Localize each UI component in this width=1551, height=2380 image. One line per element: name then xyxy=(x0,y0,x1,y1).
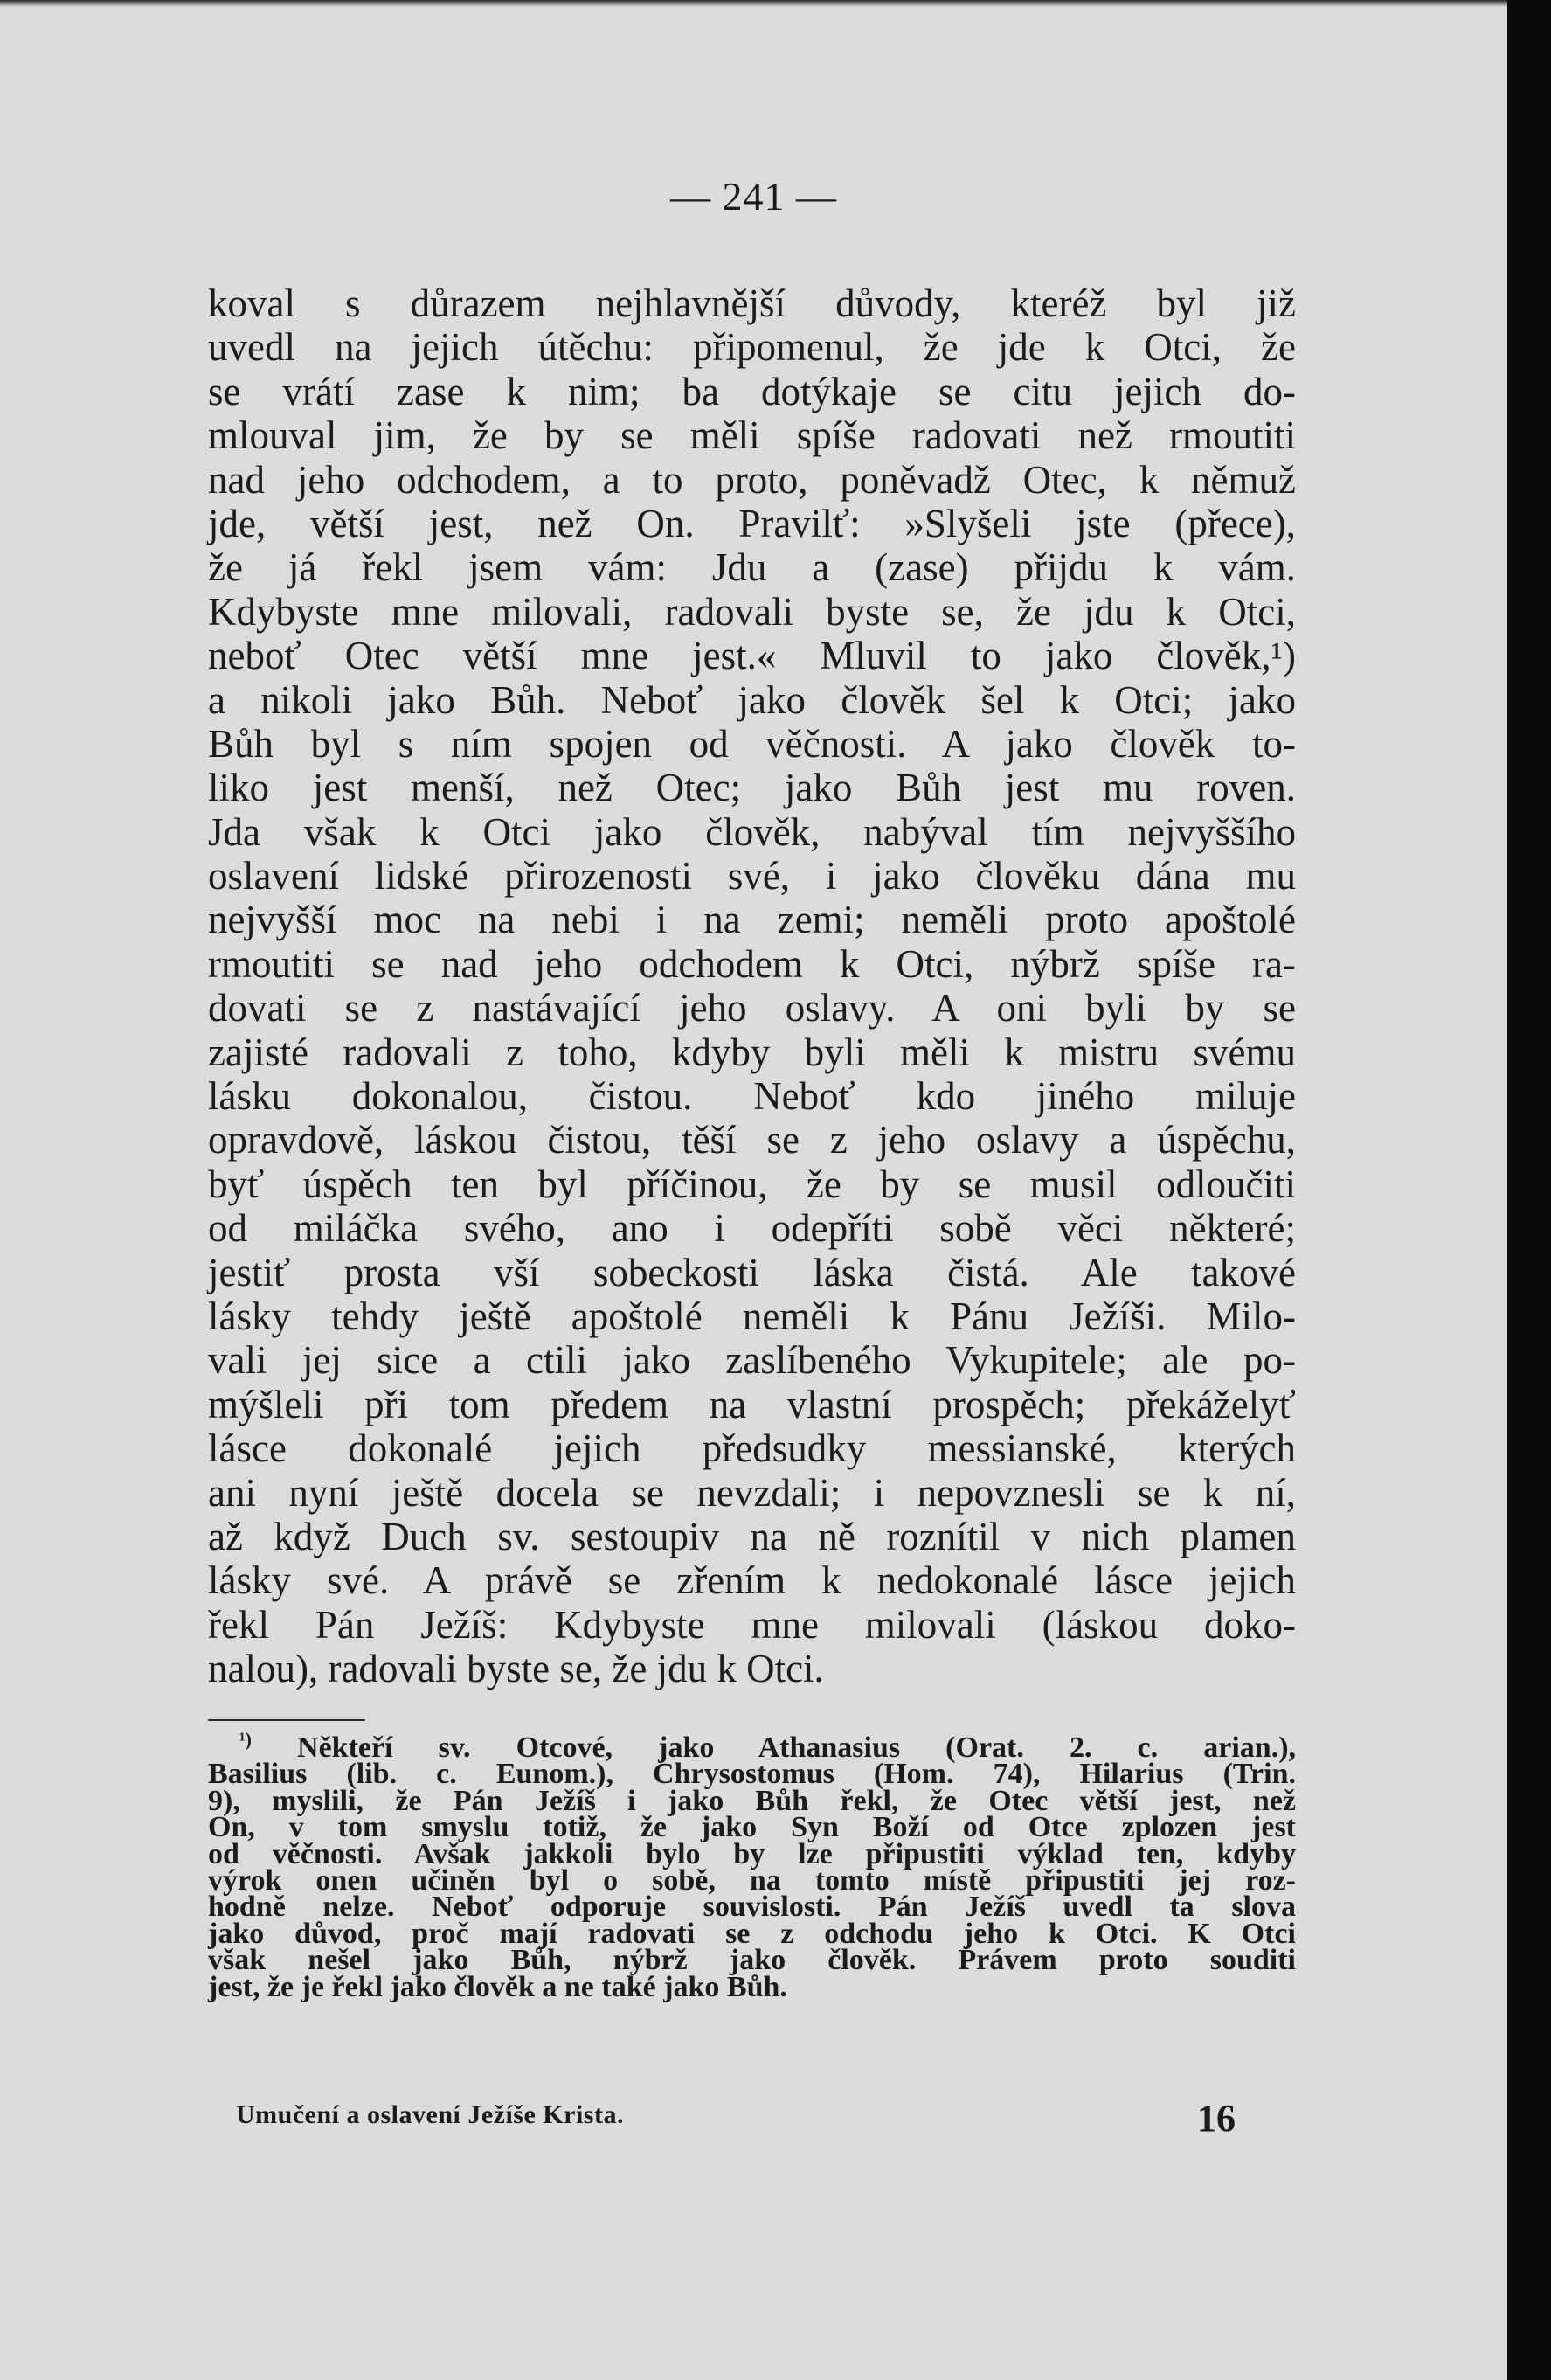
body-line: neboť Otec větší mne jest.« Mluvil to jako člověk,¹) xyxy=(208,634,1296,678)
footnote-rule xyxy=(208,1719,365,1721)
body-line: nejvyšší moc na nebi i na zemi; neměli proto apoštolé xyxy=(208,898,1296,942)
body-line: Kdybyste mne milovali, radovali byste se, že jdu k Otci, xyxy=(208,589,1296,634)
body-line: dovati se z nastávající jeho oslavy. A oni byli by se xyxy=(208,986,1296,1030)
footnote-marker: ¹) xyxy=(239,1728,252,1751)
body-line: lásku dokonalou, čistou. Neboť kdo jiného miluje xyxy=(208,1074,1296,1119)
footer-book-title: Umučení a oslavení Ježíše Krista. xyxy=(236,2100,624,2129)
footer-signature-number: 16 xyxy=(1197,2097,1236,2140)
footnote-line: jest, že je řekl jako člověk a ne také jako Bůh. xyxy=(208,1970,787,2003)
footnote-line: od věčnosti. Avšak jakkoli bylo by lze připustiti výklad ten, kdyby xyxy=(208,1837,1296,1870)
body-line: mlouval jim, že by se měli spíše radovati než rmoutiti xyxy=(208,413,1296,458)
scan-top-shadow xyxy=(0,0,1507,7)
page-number: — 241 — xyxy=(670,174,837,219)
footnote-line: výrok onen učiněn byl o sobě, na tomto místě připustiti jej roz- xyxy=(208,1863,1296,1897)
body-line: jestiť prosta vší sobeckosti láska čistá. Ale takové xyxy=(208,1250,1296,1294)
body-line: lásky své. A právě se zřením k nedokonalé lásce jejich xyxy=(208,1558,1296,1603)
body-line: mýšleli při tom předem na vlastní prospěch; překáželyť xyxy=(208,1382,1296,1426)
footnote-line: Basilius (lib. c. Eunom.), Chrysostomus (Hom. 74), Hilarius (Trin. xyxy=(208,1758,1296,1791)
footnote-line: 9), myslili, že Pán Ježíš i jako Bůh řekl, že Otec větší jest, než xyxy=(208,1784,1296,1817)
body-line: od miláčka svého, ano i odepříti sobě věci některé; xyxy=(208,1206,1296,1251)
scan-edge xyxy=(1507,0,1551,2380)
body-line: nad jeho odchodem, a to proto, poněvadž Otec, k němuž xyxy=(208,457,1296,502)
body-line: že já řekl jsem vám: Jdu a (zase) přijdu k vám. xyxy=(208,545,1296,590)
body-line: Jda však k Otci jako člověk, nabýval tím nejvyššího xyxy=(208,809,1296,854)
body-line: byť úspěch ten byl příčinou, že by se musil odloučiti xyxy=(208,1162,1296,1206)
body-line: se vrátí zase k nim; ba dotýkaje se citu jejich do- xyxy=(208,369,1296,413)
body-line: Bůh byl s ním spojen od věčnosti. A jako člověk to- xyxy=(208,721,1296,766)
footnote-line: jako důvod, proč mají radovati se z odchodu jeho k Otci. K Otci xyxy=(208,1917,1296,1950)
body-line: řekl Pán Ježíš: Kdybyste mne milovali (láskou doko- xyxy=(208,1602,1296,1647)
body-line: nalou), radovali byste se, že jdu k Otci. xyxy=(208,1647,824,1691)
body-line: liko jest menší, než Otec; jako Bůh jest mu roven. xyxy=(208,766,1296,810)
footnote-line: On, v tom smyslu totiž, že jako Syn Boží od Otce zplozen jest xyxy=(208,1811,1296,1844)
body-line: koval s důrazem nejhlavnější důvody, kteréž byl již xyxy=(208,281,1296,325)
body-text xyxy=(208,281,1296,1691)
body-line: ani nyní ještě docela se nevzdali; i nepovznesli se k ní, xyxy=(208,1470,1296,1515)
body-line: lásky tehdy ještě apoštolé neměli k Pánu Ježíši. Milo- xyxy=(208,1294,1296,1338)
body-line: oslavení lidské přirozenosti své, i jako člověku dána mu xyxy=(208,854,1296,899)
body-line: opravdově, láskou čistou, těší se z jeho oslavy a úspěchu, xyxy=(208,1118,1296,1162)
footnote-line: však nešel jako Bůh, nýbrž jako člověk. Právem proto souditi xyxy=(208,1944,1296,1977)
footnote xyxy=(208,1728,1297,2003)
body-line: rmoutiti se nad jeho odchodem k Otci, nýbrž spíše ra- xyxy=(208,941,1296,986)
body-line: uvedl na jejich útěchu: připomenul, že jde k Otci, že xyxy=(208,325,1296,370)
body-line: a nikoli jako Bůh. Neboť jako člověk šel k Otci; jako xyxy=(208,677,1296,722)
body-line: zajisté radovali z toho, kdyby byli měli k mistru svému xyxy=(208,1030,1296,1074)
footnote-line-text: Někteří sv. Otcové, jako Athanasius (Orat. 2. c. arian.), xyxy=(297,1731,1297,1764)
body-line: lásce dokonalé jejich předsudky messianské, kterých xyxy=(208,1426,1296,1471)
body-line: až když Duch sv. sestoupiv na ně roznítil v nich plamen xyxy=(208,1514,1296,1558)
body-line: vali jej sice a ctili jako zaslíbeného Vykupitele; ale po- xyxy=(208,1338,1296,1383)
body-line: jde, větší jest, než On. Pravilť: »Slyšeli jste (přece), xyxy=(208,501,1296,545)
footnote-line: hodně nelze. Neboť odporuje souvislosti. Pán Ježíš uvedl ta slova xyxy=(208,1891,1296,1924)
